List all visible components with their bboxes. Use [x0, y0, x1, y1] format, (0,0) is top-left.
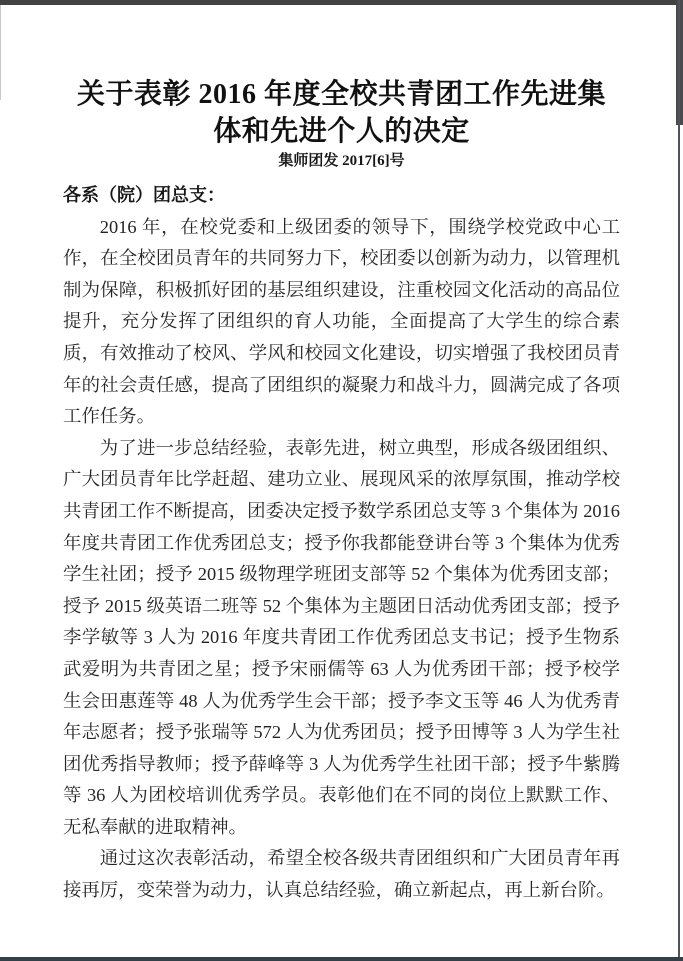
document-title-line-1: 关于表彰 2016 年度全校共青团工作先进集	[76, 79, 606, 110]
paragraph-closing: 通过这次表彰活动，希望全校各级共青团组织和广大团员青年再接再厉，变荣誉为动力，认真总结经验，确立新起点，再上新台阶。	[63, 848, 620, 901]
scan-bottom-edge	[0, 957, 683, 961]
document-number: 集师团发 2017[6]号	[278, 153, 405, 169]
salutation: 各系（院）团总支：	[63, 185, 225, 205]
document-title	[63, 76, 620, 150]
document-title-line-2: 体和先进个人的决定	[213, 116, 470, 147]
paragraph-achievements: 2016 年，在校党委和上级团委的领导下，围绕学校党政中心工作，在全校团员青年的共同努力下，校团委以创新为动力，以管理机制为保障，积极抓好团的基层组织建设，注重校园文化活动的高品位提升，充分发挥了团组织的育人功能，全面提高了大学生的综合素质，有效推动了校风、学风和校园文化建设，切实增强了我校团员青年的社会责任感，提高了团组织的凝聚力和战斗力，圆满完成了各项工作任务。	[63, 216, 620, 427]
paragraph-awards-list: 为了进一步总结经验，表彰先进，树立典型，形成各级团组织、广大团员青年比学赶超、建功立业、展现风采的浓厚氛围，推动学校共青团工作不断提高，团委决定授予数学系团总支等 3 个集体为 2016 年度共青团工作优秀团总支；授予你我都能登讲台等 3 个集体为优秀学生社团；授予 2015 级物理学班团支部等 52 个集体为优秀团支部；授予 2015 级英语二班等 52 个集体为主题团日活动优秀团支部；授予李学敏等 3 人为 2016 年度共青团工作优秀团总支书记；授予生物系武爱明为共青团之星；授予宋丽儒等 63 人为优秀团干部；授予校学生会田惠莲等 48 人为优秀学生会干部；授予李文玉等 46 人为优秀青年志愿者；授予张瑞等 572 人为优秀团员；授予田博等 3 人为学生社团优秀指导教师；授予薛峰等 3 人为优秀学生社团干部；授予牛紫腾等 36 人为团校培训优秀学员。表彰他们在不同的岗位上默默工作、无私奉献的进取精神。	[63, 437, 620, 837]
